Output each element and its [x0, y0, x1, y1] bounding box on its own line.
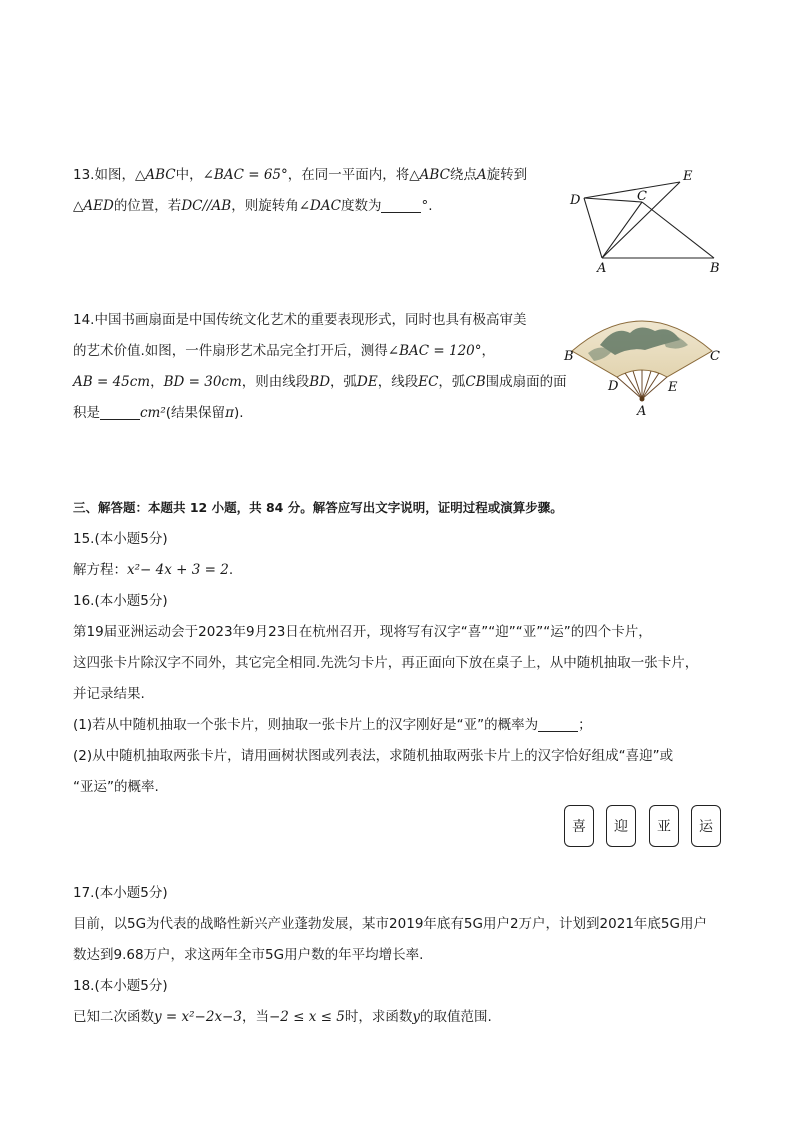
q14-text: ，: [481, 343, 496, 359]
q13-triangle-figure: [560, 160, 730, 275]
math-expr: ∠BAC = 120°: [387, 343, 482, 359]
q14-text: ，线段: [377, 374, 419, 390]
math-expr: y: [412, 1009, 421, 1025]
math-expr: x²− 4x + 3 = 2: [127, 562, 229, 578]
q14-text: 14.中国书画扇面是中国传统文化艺术的重要表现形式，同时也具有极高审美: [73, 312, 527, 328]
math-expr: A: [476, 167, 487, 183]
card-ya: 亚: [649, 805, 679, 847]
label-D: D: [608, 379, 619, 394]
section-3-heading: 三、解答题：本题共 12 小题，共 84 分。解答应写出文字说明，证明过程或演算步骤。: [73, 500, 563, 515]
fan-ribs: [617, 370, 667, 399]
label-B: B: [710, 261, 720, 275]
q18-text: ，当: [241, 1009, 269, 1025]
q18-text: 的取值范围.: [420, 1009, 492, 1025]
answer-blank[interactable]: [538, 717, 578, 732]
label-C: C: [710, 349, 720, 364]
math-expr: DE: [357, 374, 378, 390]
q14-text: 围成扇面的面: [485, 374, 567, 390]
math-expr: BD = 30cm: [163, 374, 242, 390]
math-expr: cm²: [140, 405, 166, 421]
math-expr: EC: [418, 374, 439, 390]
math-expr: DC//AB: [181, 198, 232, 214]
q17-line-1: 目前，以5G为代表的战略性新兴产业蓬勃发展，某市2019年底有5G用户2万户，计划到2021年底5G用户: [73, 916, 707, 932]
q15-text: 解方程：: [73, 562, 127, 578]
q15-header: 15.(本小题5分): [73, 531, 168, 547]
math-expr: ∠BAC = 65°: [202, 167, 288, 183]
q18-header: 18.(本小题5分): [73, 978, 168, 994]
math-expr: π: [225, 405, 234, 421]
math-expr: △AED: [73, 198, 114, 214]
q14-line-2: [73, 341, 495, 361]
q18-line-1: [73, 1007, 492, 1027]
q14-text: ).: [233, 405, 244, 421]
q13-text: °.: [421, 198, 433, 214]
q16-sub-2: (2)从中随机抽取两张卡片，请用画树状图或列表法，求随机抽取两张卡片上的汉字恰好组成“喜迎”或: [73, 748, 674, 764]
card-xi: 喜: [564, 805, 594, 847]
q16-line-3: 并记录结果.: [73, 686, 145, 702]
q13-text: 度数为: [340, 198, 382, 214]
label-D: D: [570, 193, 581, 208]
label-A: A: [637, 404, 647, 419]
q17-line-2: 数达到9.68万户，求这两年全市5G用户数的年平均增长率.: [73, 947, 424, 963]
math-expr: y = x²−2x−3: [154, 1009, 242, 1025]
q13-line-2: [73, 196, 433, 216]
q14-text: (结果保留: [165, 405, 226, 421]
math-expr: −2 ≤ x ≤ 5: [268, 1009, 345, 1025]
q14-text: 积是: [73, 405, 100, 421]
math-expr: ∠DAC: [298, 198, 341, 214]
q14-text: ，则由线段: [241, 374, 310, 390]
q13-text: 绕点: [449, 167, 477, 183]
q14-line-1: [73, 310, 526, 330]
math-expr: AB = 45cm: [73, 374, 151, 390]
q13-text: 的位置，若: [113, 198, 182, 214]
q15-body: [73, 560, 233, 580]
q13-text: 13.如图，: [73, 167, 135, 183]
q18-text: 已知二次函数: [73, 1009, 154, 1025]
q17-header: 17.(本小题5分): [73, 885, 168, 901]
fan-pivot: [640, 397, 645, 402]
card-yun: 运: [691, 805, 721, 847]
q16-line-1: 第19届亚洲运动会于2023年9月23日在杭州召开，现将写有汉字“喜”“迎”“亚”“运”的四个卡片，: [73, 624, 652, 640]
q13-text: ，在同一平面内，将: [287, 167, 410, 183]
q15-text: .: [228, 562, 234, 578]
q16-sub-1: [73, 715, 592, 735]
q14-text: ，弧: [330, 374, 358, 390]
label-B: B: [564, 349, 574, 364]
answer-blank[interactable]: [381, 198, 421, 213]
q14-line-3: [73, 372, 567, 392]
q14-line-4: [73, 403, 244, 423]
q16-sub-2-cont: “亚运”的概率.: [73, 779, 159, 795]
q16-header: 16.(本小题5分): [73, 593, 168, 609]
math-expr: CB: [465, 374, 486, 390]
label-E: E: [668, 380, 678, 395]
q14-text: ，: [150, 374, 164, 390]
card-ying: 迎: [606, 805, 636, 847]
q14-text: ，弧: [438, 374, 466, 390]
q13-text: 中，: [175, 167, 203, 183]
math-expr: △ABC: [409, 167, 450, 183]
q18-text: 时，求函数: [344, 1009, 413, 1025]
q13-text: 旋转到: [486, 167, 528, 183]
q14-text: 的艺术价值.如图，一件扇形艺术品完全打开后，测得: [73, 343, 388, 359]
label-A: A: [597, 261, 607, 275]
q16-line-2: 这四张卡片除汉字不同外，其它完全相同.先洗匀卡片，再正面向下放在桌子上，从中随机抽取一张卡片，: [73, 655, 699, 671]
q13-text: ，则旋转角: [231, 198, 299, 214]
math-expr: BD: [309, 374, 331, 390]
q16-text: ；: [578, 717, 592, 733]
q16-text: (1)若从中随机抽取一个张卡片，则抽取一张卡片上的汉字刚好是“亚”的概率为: [73, 717, 539, 733]
q13-line-1: [73, 165, 527, 185]
q14-fan-figure: [560, 305, 730, 420]
answer-blank[interactable]: [100, 405, 140, 420]
label-C: C: [637, 189, 647, 204]
math-expr: △ABC: [134, 167, 176, 183]
label-E: E: [683, 169, 693, 184]
